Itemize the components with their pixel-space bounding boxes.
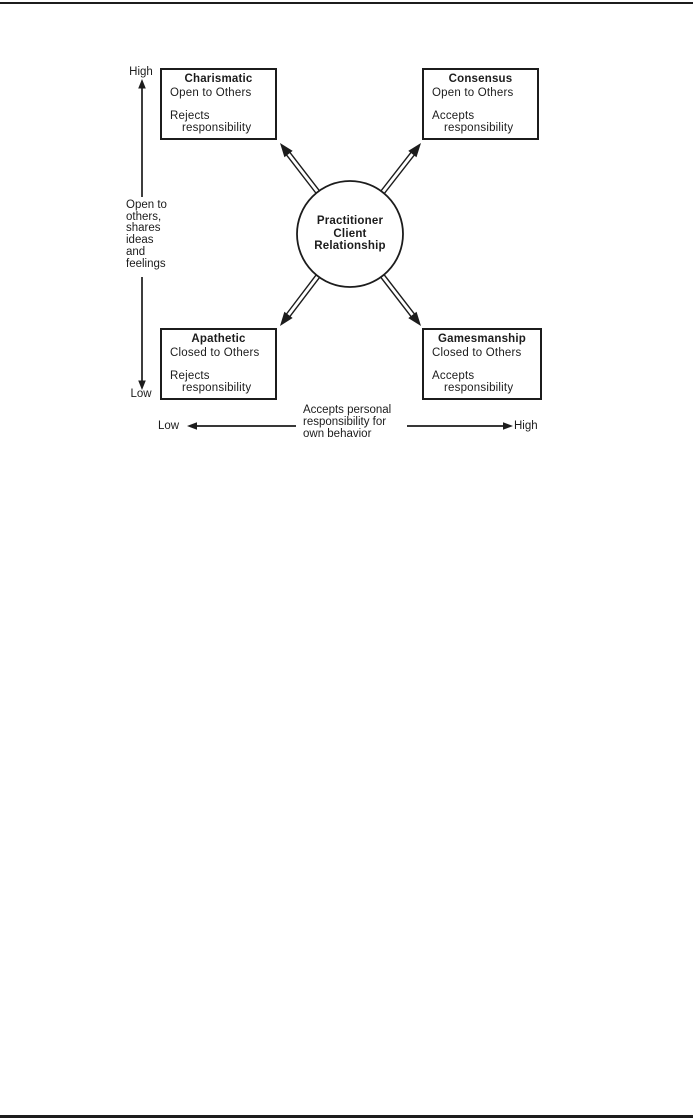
arrow-to-consensus (377, 140, 425, 200)
quadrant-openness: Closed to Others (432, 347, 522, 359)
center-node-line: Practitioner (316, 215, 384, 227)
center-node-label (300, 215, 400, 253)
spacer (162, 99, 275, 110)
y-axis-title-line: feelings (126, 257, 166, 270)
quadrant-box-consensus (422, 68, 539, 140)
quadrant-responsibility-line-2: responsibility (444, 382, 514, 394)
quadrant-box-gamesmanship (422, 328, 542, 400)
quadrant-box-apathetic (160, 328, 277, 400)
arrow-to-gamesmanship (377, 269, 425, 329)
quadrant-title: Apathetic (191, 333, 246, 345)
quadrant-title: Charismatic (184, 73, 253, 85)
quadrant-responsibility-line-2: responsibility (182, 122, 252, 134)
quadrant-title: Consensus (448, 73, 513, 85)
y-axis-title-line: others, (126, 210, 162, 223)
quadrant-responsibility-line-1: Rejects (170, 110, 210, 122)
center-node-line: Client (333, 227, 367, 240)
x-axis-title-line: own behavior (303, 427, 372, 440)
quadrant-responsibility-line-1: Rejects (170, 370, 210, 382)
spacer (424, 99, 537, 110)
center-node-line: Relationship (314, 240, 386, 252)
quadrant-openness: Open to Others (432, 87, 514, 99)
y-axis-title (126, 200, 167, 270)
y-axis-title-line: Open to (126, 199, 167, 211)
quadrant-responsibility-line-2: responsibility (182, 382, 252, 394)
spacer (424, 359, 540, 370)
practitioner-client-relationship-diagram (0, 0, 693, 470)
y-axis-title-line: ideas (126, 234, 154, 247)
x-axis-title (303, 405, 391, 441)
quadrant-title: Gamesmanship (437, 333, 527, 345)
x-axis-low-label: Low (158, 420, 180, 432)
arrow-to-charismatic (276, 140, 323, 199)
y-axis-title-line: and (126, 245, 146, 258)
y-axis-low-label: Low (130, 388, 152, 400)
quadrant-box-charismatic (160, 68, 277, 140)
quadrant-openness: Closed to Others (170, 347, 260, 359)
quadrant-responsibility-line-1: Accepts (432, 110, 475, 122)
x-axis-high-label: High (514, 420, 538, 432)
spacer (162, 359, 275, 370)
x-axis-title-line: Accepts personal (303, 404, 392, 416)
quadrant-responsibility-line-1: Accepts (432, 370, 475, 382)
arrow-to-apathetic (276, 269, 323, 329)
quadrant-responsibility-line-2: responsibility (444, 122, 514, 134)
bottom-rule (0, 1115, 693, 1118)
y-axis-title-line: shares (126, 222, 161, 235)
x-axis-title-line: responsibility for (303, 415, 387, 428)
quadrant-openness: Open to Others (170, 87, 252, 99)
y-axis-high-label: High (129, 66, 153, 78)
